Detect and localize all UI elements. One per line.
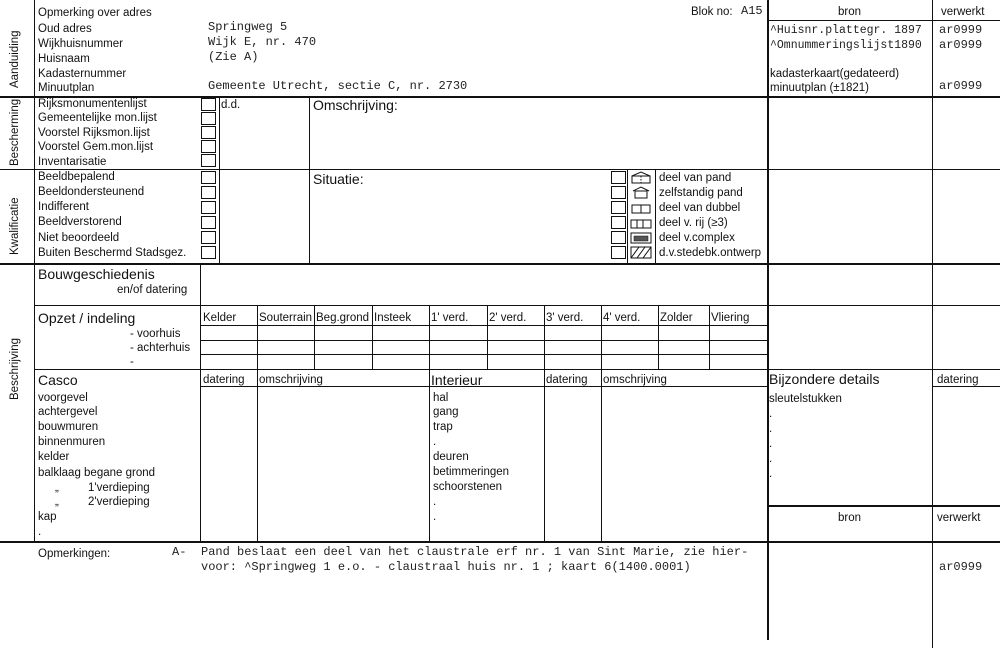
value-huisnaam: (Zie A) xyxy=(208,50,259,64)
header-rule xyxy=(767,20,1000,21)
floor-vliering: Vliering xyxy=(711,312,750,324)
opmerkingen-verwerkt: ar0999 xyxy=(939,560,983,574)
label-voorstel-rijksmon: Voorstel Rijksmon.lijst xyxy=(38,127,150,139)
opmerkingen-text-line1: Pand beslaat een deel van het claustrale erf nr. 1 van Sint Marie, zie hier- xyxy=(201,545,749,559)
interieur-dot-1: . xyxy=(433,436,437,448)
label-indifferent: Indifferent xyxy=(38,201,89,213)
casco-title: Casco xyxy=(38,372,78,388)
casco-col-datering: datering xyxy=(203,374,245,386)
dd-label: d.d. xyxy=(221,99,241,111)
datering-sublabel: en/of datering xyxy=(117,284,188,296)
casco-ditto-2: „ xyxy=(55,496,59,508)
details-verwerkt-header: verwerkt xyxy=(937,512,981,524)
omschrijving-label: Omschrijving: xyxy=(313,97,398,113)
opmerkingen-marker: A- xyxy=(172,545,187,559)
label-beeldverstorend: Beeldverstorend xyxy=(38,216,122,228)
checkbox-zelfstandig-pand[interactable] xyxy=(611,186,626,199)
col-verwerkt-header: verwerkt xyxy=(941,6,985,18)
floor-col-5 xyxy=(487,305,488,369)
row-empty: - xyxy=(130,356,134,368)
bron-omnummeringslijst: ^Omnummeringslijst1890 xyxy=(770,39,922,52)
interieur-hal: hal xyxy=(433,392,449,404)
checkbox-beeldondersteunend[interactable] xyxy=(201,186,216,199)
checkbox-gemeentelijke-mon-lijst[interactable] xyxy=(201,112,216,125)
divider-situatie-icons xyxy=(627,169,628,263)
floor-beg-grond: Beg.grond xyxy=(316,312,370,324)
divider-interieur-omschrijving xyxy=(601,369,602,541)
checkbox-voorstel-gem-mon[interactable] xyxy=(201,140,216,153)
details-col-datering: datering xyxy=(937,374,979,386)
section-kwalificatie: Kwalificatie xyxy=(9,197,21,255)
interieur-col-datering: datering xyxy=(546,374,588,386)
rule-floors-row2 xyxy=(200,354,767,355)
label-gemeentelijke-mon-lijst: Gemeentelijke mon.lijst xyxy=(38,112,157,124)
deel-v-rij-icon xyxy=(629,216,653,229)
label-beeldondersteunend: Beeldondersteunend xyxy=(38,186,145,198)
bron-kadasterkaart: kadasterkaart(gedateerd) xyxy=(770,68,900,80)
interieur-gang: gang xyxy=(433,406,459,418)
label-minuutplan: Minuutplan xyxy=(38,82,95,94)
option-zelfstandig-pand: zelfstandig pand xyxy=(659,187,743,199)
divider-casco-omschrijving xyxy=(257,369,258,541)
checkbox-buiten-beschermd[interactable] xyxy=(201,246,216,259)
divider-interieur xyxy=(429,369,430,541)
checkbox-rijksmonumentenlijst[interactable] xyxy=(201,98,216,111)
checkbox-beeldverstorend[interactable] xyxy=(201,216,216,229)
label-rijksmonumentenlijst: Rijksmonumentenlijst xyxy=(38,98,147,110)
rule-bouwgeschiedenis-bottom xyxy=(34,305,1000,306)
divider-section-strip xyxy=(34,0,35,542)
details-bron-header: bron xyxy=(838,512,862,524)
divider-details-datering xyxy=(932,386,933,506)
option-deel-v-complex: deel v.complex xyxy=(659,232,735,244)
floor-1-verd: 1' verd. xyxy=(431,312,469,324)
floor-col-1 xyxy=(257,305,258,369)
casco-2-verdieping: 2'verdieping xyxy=(88,496,150,508)
option-deel-van-dubbel: deel van dubbel xyxy=(659,202,741,214)
deel-v-complex-icon xyxy=(629,231,653,244)
details-sleutelstukken: sleutelstukken xyxy=(769,393,842,405)
checkbox-beeldbepalend[interactable] xyxy=(201,171,216,184)
value-kadasternummer: Gemeente Utrecht, sectie C, nr. 2730 xyxy=(208,79,468,93)
interieur-deuren: deuren xyxy=(433,451,469,463)
casco-achtergevel: achtergevel xyxy=(38,406,98,418)
checkbox-dv-stedebk-ontwerp[interactable] xyxy=(611,246,626,259)
details-dot-2: . xyxy=(769,423,773,435)
divider-omschrijving-column xyxy=(309,96,310,263)
floor-kelder: Kelder xyxy=(203,312,237,324)
details-title: Bijzondere details xyxy=(769,371,880,387)
option-dv-stedebk-ontwerp: d.v.stedebk.ontwerp xyxy=(659,247,762,259)
checkbox-deel-van-pand[interactable] xyxy=(611,171,626,184)
label-voorstel-gem-mon: Voorstel Gem.mon.lijst xyxy=(38,141,154,153)
casco-col-omschrijving: omschrijving xyxy=(259,374,323,386)
option-deel-v-rij: deel v. rij (≥3) xyxy=(659,217,728,229)
casco-balklaag: balklaag begane grond xyxy=(38,467,156,479)
checkbox-voorstel-rijksmon[interactable] xyxy=(201,126,216,139)
bron-minuutplan: minuutplan (±1821) xyxy=(770,82,870,94)
rule-kwalificatie-bottom xyxy=(0,263,1000,265)
divider-beschrijving-labels xyxy=(200,263,201,541)
floor-col-4 xyxy=(429,305,430,369)
floor-col-2 xyxy=(314,305,315,369)
floor-4-verd: 4' verd. xyxy=(603,312,641,324)
situatie-label: Situatie: xyxy=(313,171,364,187)
casco-kap: kap xyxy=(38,511,57,523)
opmerkingen-label: Opmerkingen: xyxy=(38,548,111,560)
floor-zolder: Zolder xyxy=(660,312,693,324)
section-aanduiding: Aanduiding xyxy=(9,30,21,88)
floor-col-9 xyxy=(709,305,710,369)
rule-bescherming-bottom xyxy=(0,169,1000,170)
casco-voorgevel: voorgevel xyxy=(38,392,88,404)
details-dot-5: . xyxy=(769,468,773,480)
label-opmerking-adres: Opmerking over adres xyxy=(38,7,152,19)
section-beschrijving: Beschrijving xyxy=(9,338,21,400)
floor-3-verd: 3' verd. xyxy=(546,312,584,324)
details-dot-4: . xyxy=(769,453,773,465)
interieur-trap: trap xyxy=(433,421,453,433)
zelfstandig-pand-icon xyxy=(629,186,653,199)
rule-casco-bottom xyxy=(0,541,1000,543)
label-inventarisatie: Inventarisatie xyxy=(38,156,107,168)
interieur-dot-2: . xyxy=(433,496,437,508)
casco-kelder: kelder xyxy=(38,451,70,463)
divider-interieur-datering xyxy=(544,369,545,541)
checkbox-deel-v-complex[interactable] xyxy=(611,231,626,244)
interieur-title: Interieur xyxy=(431,372,483,388)
rule-floors-header xyxy=(200,325,767,326)
floor-2-verd: 2' verd. xyxy=(489,312,527,324)
casco-binnenmuren: binnenmuren xyxy=(38,436,106,448)
details-dot-3: . xyxy=(769,438,773,450)
interieur-col-omschrijving: omschrijving xyxy=(603,374,667,386)
verwerkt-2: ar0999 xyxy=(939,38,983,52)
opmerkingen-text-line2: voor: ^Springweg 1 e.o. - claustraal huis nr. 1 ; kaart 6(1400.0001) xyxy=(201,560,691,574)
deel-van-pand-icon xyxy=(629,171,653,184)
casco-dot: . xyxy=(38,526,42,538)
opzet-indeling-label: Opzet / indeling xyxy=(38,310,136,326)
floor-col-8 xyxy=(658,305,659,369)
option-deel-van-pand: deel van pand xyxy=(659,172,732,184)
label-oud-adres: Oud adres xyxy=(38,23,92,35)
rule-aanduiding-bottom xyxy=(0,96,1000,98)
checkbox-niet-beoordeeld[interactable] xyxy=(201,231,216,244)
divider-situatie-labels xyxy=(655,169,656,263)
blok-label: Blok no: xyxy=(691,6,733,18)
section-bescherming: Bescherming xyxy=(9,98,21,166)
details-dot-1: . xyxy=(769,408,773,420)
checkbox-inventarisatie[interactable] xyxy=(201,154,216,167)
rule-opzet-bottom xyxy=(34,369,1000,370)
label-buiten-beschermd: Buiten Beschermd Stadsgez. xyxy=(38,247,187,259)
value-oud-adres: Springweg 5 xyxy=(208,20,288,34)
blok-value: A15 xyxy=(741,4,763,18)
label-huisnaam: Huisnaam xyxy=(38,53,90,65)
value-wijkhuisnummer: Wijk E, nr. 470 xyxy=(208,35,317,49)
row-voorhuis: - voorhuis xyxy=(130,328,181,340)
label-niet-beoordeeld: Niet beoordeeld xyxy=(38,232,120,244)
verwerkt-1: ar0999 xyxy=(939,23,983,37)
label-wijkhuisnummer: Wijkhuisnummer xyxy=(38,38,123,50)
label-beeldbepalend: Beeldbepalend xyxy=(38,171,115,183)
label-kadasternummer: Kadasternummer xyxy=(38,68,127,80)
divider-dd-column xyxy=(219,96,220,263)
checkbox-deel-v-rij[interactable] xyxy=(611,216,626,229)
bron-huisnr-plattegr: ^Huisnr.plattegr. 1897 xyxy=(770,24,922,37)
rule-details-bron xyxy=(767,505,1000,507)
deel-van-dubbel-icon xyxy=(629,201,653,214)
interieur-dot-3: . xyxy=(433,511,437,523)
checkbox-indifferent[interactable] xyxy=(201,201,216,214)
stedebouwkundig-ontwerp-icon xyxy=(629,246,653,259)
interieur-schoorstenen: schoorstenen xyxy=(433,481,503,493)
rule-floors-row1 xyxy=(200,340,767,341)
floor-col-3 xyxy=(372,305,373,369)
floor-souterrain: Souterrain xyxy=(259,312,313,324)
interieur-betimmeringen: betimmeringen xyxy=(433,466,510,478)
bouwgeschiedenis-label: Bouwgeschiedenis xyxy=(38,266,155,282)
row-achterhuis: - achterhuis xyxy=(130,342,191,354)
col-bron-header: bron xyxy=(838,6,862,18)
floor-col-7 xyxy=(601,305,602,369)
checkbox-deel-van-dubbel[interactable] xyxy=(611,201,626,214)
casco-bouwmuren: bouwmuren xyxy=(38,421,99,433)
floor-insteek: Insteek xyxy=(374,312,412,324)
verwerkt-3: ar0999 xyxy=(939,79,983,93)
casco-ditto-1: „ xyxy=(55,482,59,494)
floor-col-6 xyxy=(544,305,545,369)
casco-1-verdieping: 1'verdieping xyxy=(88,482,150,494)
